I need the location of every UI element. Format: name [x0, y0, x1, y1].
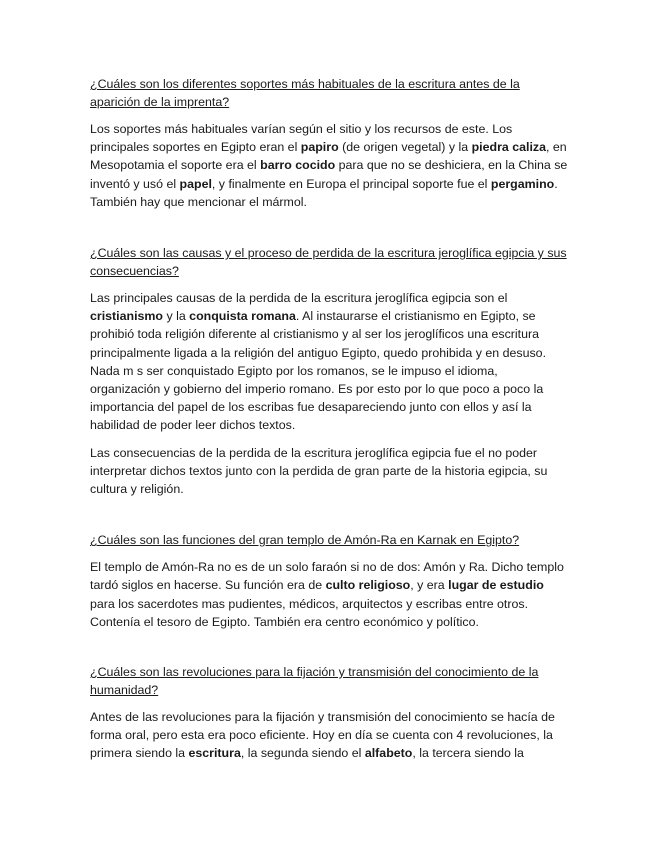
bold-term: escritura	[188, 746, 241, 761]
section-escritura-jeroglifica	[90, 244, 568, 498]
text-run: El templo de Amón-Ra no es de un solo faraón si no de dos: Amón y Ra. Dicho templo tardó siglos en hacerse. Su función era de	[90, 560, 564, 593]
text-run: Las consecuencias de la perdida de la escritura jeroglífica egipcia fue el no poder interpretar dichos textos junto con la perdida de gran parte de la historia egipcia, su cultura y religión.	[90, 445, 548, 497]
bold-term: barro cocido	[260, 158, 336, 173]
answer-paragraph	[90, 558, 568, 631]
text-run: Las principales causas de la perdida de la escritura jeroglífica egipcia son el	[90, 291, 508, 306]
bold-term: conquista romana	[189, 309, 296, 324]
text-run: , y era	[410, 578, 449, 593]
text-run: , la tercera siendo la	[412, 746, 524, 761]
bold-term: culto religioso	[325, 578, 411, 593]
text-run: . Al instaurarse el cristianismo en Egipto, se prohibió toda religión diferente al cristianismo y al ser los jeroglíficos una escritura principalmente ligada a la religión del antiguo Egipto, quedo prohibida y en desuso. Nada m s ser conquistado Egipto por los romanos, se le impuso el idioma, organización y gobierno del imperio romano. Es por esto por lo que poco a poco la importancia del papel de los escribas fue desapareciendo junto con ellos y así la habilidad de poder leer dichos textos.	[90, 309, 547, 433]
question-heading: ¿Cuáles son las revoluciones para la fijación y transmisión del conocimiento de la humanidad?	[90, 665, 539, 698]
document-page	[90, 75, 568, 796]
text-run: , en Mesopotamia el soporte era el	[90, 140, 567, 173]
text-run: para que no se deshiciera, en la China se inventó y usó el	[90, 158, 568, 191]
question-heading: ¿Cuáles son los diferentes soportes más habituales de la escritura antes de la aparición de la imprenta?	[90, 77, 520, 109]
text-run: y la	[163, 309, 190, 324]
text-run: , la segunda siendo el	[240, 746, 365, 761]
text-run: Los soportes más habituales varían según el sitio y los recursos de este. Los principales soportes en Egipto eran el	[90, 122, 513, 155]
section-templo-amon-ra	[90, 531, 568, 631]
bold-term: pergamino	[490, 176, 555, 191]
text-run: (de origen vegetal) y la	[338, 140, 472, 155]
bold-term: papel	[179, 176, 212, 191]
question-heading: ¿Cuáles son las causas y el proceso de perdida de la escritura jeroglífica egipcia y sus consecuencias?	[90, 246, 567, 279]
bold-term: alfabeto	[364, 746, 413, 761]
section-revoluciones	[90, 663, 568, 763]
answer-paragraph	[90, 120, 568, 211]
question-heading: ¿Cuáles son las funciones del gran templo de Amón-Ra en Karnak en Egipto?	[90, 533, 520, 548]
bold-term: lugar de estudio	[448, 578, 544, 593]
answer-paragraph	[90, 289, 568, 435]
text-run: . También hay que mencionar el mármol.	[90, 176, 558, 209]
answer-paragraph	[90, 444, 568, 499]
text-run: Antes de las revoluciones para la fijación y transmisión del conocimiento se hacía de forma oral, pero esta era poco eficiente. Hoy en día se cuenta con 4 revoluciones, la primera siendo la	[90, 710, 555, 761]
section-soportes	[90, 75, 568, 211]
bold-term: papiro	[300, 140, 339, 155]
bold-term: piedra caliza	[471, 140, 546, 155]
bold-term: cristianismo	[90, 309, 163, 324]
text-run: , y finalmente en Europa el principal soporte fue el	[211, 176, 491, 191]
answer-paragraph	[90, 708, 568, 763]
text-run: para los sacerdotes mas pudientes, médicos, arquitectos y escribas entre otros. Contenía el tesoro de Egipto. También era centro económico y político.	[90, 596, 529, 629]
